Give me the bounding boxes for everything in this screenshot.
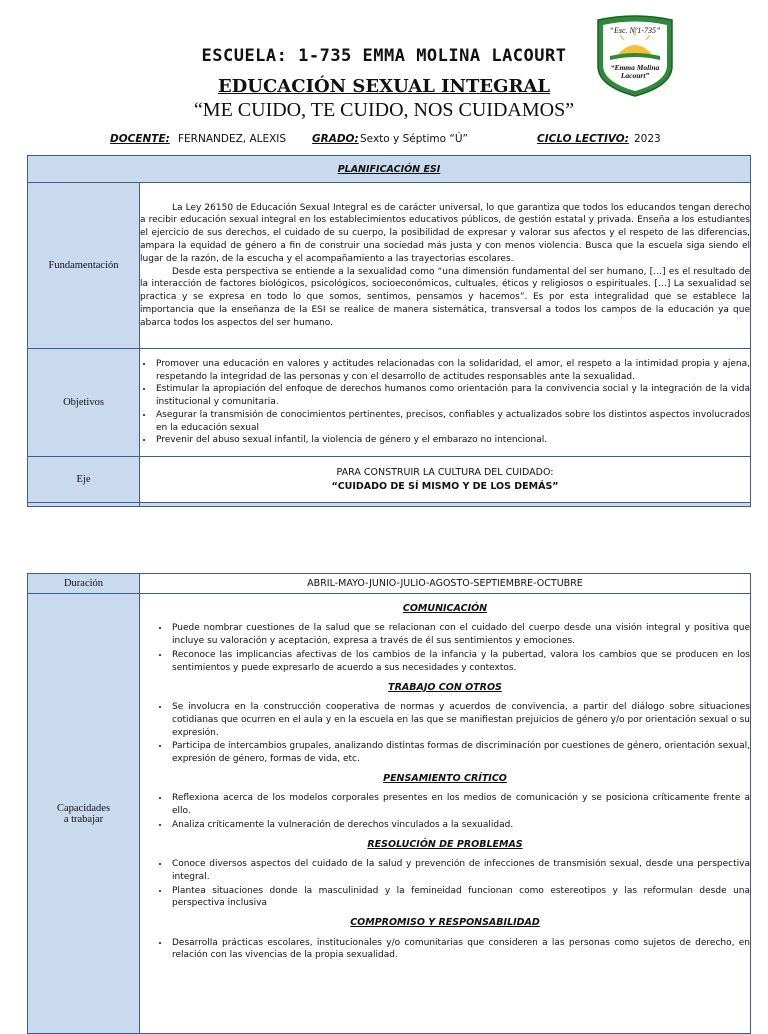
capacidades-label-line: Capacidades [56,802,111,814]
shield-logo-icon [592,14,678,98]
section-title: TRABAJO CON OTROS [388,681,502,693]
eje-motto: “CUIDADO DE SÍ MISMO Y DE LOS DEMÁS” [331,480,559,492]
docente-label: DOCENTE: [110,133,170,145]
planning-banner: PLANIFICACIÓN ESI [28,156,751,183]
objetivos-row [28,349,751,457]
list-item: • Reflexiona acerca de los modelos corporales presentes en los medios de comunicación y se posiciona críticamente frente a ello. [170,792,750,818]
capacidades-row [28,594,751,1034]
ciclo-label: CICLO LECTIVO: [537,133,629,145]
planning-table [27,155,751,507]
objetivos-content [140,349,751,457]
section-list [140,792,750,831]
list-item: • Reconoce las implicancias afectivas de los cambios de la infancia y la pubertad, valora los cambios que se producen en los sentimientos y puede expresarlo de acuerdo a sus necesidades y contextos. [170,649,750,675]
section-list [140,622,750,674]
fundamentacion-paragraph: Desde esta perspectiva se entiende a la sexualidad como “una dimensión fundamental del ser humano, […] es el resultado de la interacción de factores biológicos, psicológicos, socioeconómicos, cultuales, éticos y religiosos o espirituales. […] La sexualidad se practica y se expresa en todo lo que somos, sentimos, pensamos y hacemos”. Es por esta integralidad que se establece la importancia que la enseñanza de la ESI se realice de manera sistemática, transversal a todos los campos de la educación ya que abarca todos los aspectos del ser humano. [140,266,750,328]
section-title: COMPROMISO Y RESPONSABILIDAD [350,917,540,929]
subject-title: EDUCACIÓN SEXUAL INTEGRAL [217,76,551,97]
list-item: • Puede nombrar cuestiones de la salud que se relacionan con el cuidado del cuerpo desde una visión integral y positiva que incluye su valoración y aceptación, expresa a través de él sus sentimientos y emociones. [170,622,750,648]
ciclo-value: 2023 [634,133,661,145]
list-item: • Desarrolla prácticas escolares, institucionales y/o comunitarias que consideren a las personas como sujetos de derecho, en relación con las vivencias de la propia sexualidad. [170,937,750,963]
duracion-label: Duración [28,574,140,594]
fundamentacion-content [140,183,751,349]
section-list [140,937,750,963]
eje-line: PARA CONSTRUIR LA CULTURA DEL CUIDADO: [336,467,554,479]
capacidades-table [27,573,751,1034]
school-logo [592,14,678,98]
svg-text:“Esc. Nº1-735”: “Esc. Nº1-735” [609,26,661,35]
list-item: • Conoce diversos aspectos del cuidado de la salud y prevención de infecciones de transmisión sexual, desde una perspectiva integral. [170,858,750,884]
list-item: • Prevenir del abuso sexual infantil, la violencia de género y el embarazo no intencional. [154,434,750,447]
fundamentacion-row [28,183,751,349]
list-item: • Asegurar la transmisión de conocimientos pertinentes, precisos, confiables y actualizados sobre los distintos aspectos involucrados en la educación sexual [154,409,750,435]
eje-row [28,457,751,503]
docente-value: FERNANDEZ, ALEXIS [178,133,287,145]
section-title: PENSAMIENTO CRÍTICO [383,772,507,784]
section-title: COMUNICACIÓN [402,603,488,614]
svg-text:Lacourt”: Lacourt” [620,71,650,80]
capacidades-label-line: a trabajar [63,813,104,825]
table-footer-row [28,503,751,507]
list-item: • Promover una educación en valores y actitudes relacionadas con la solidaridad, el amor, el respeto a la intimidad propia y ajena, respetando la integridad de las personas y con el desarrollo de actitudes responsables ante la sexualidad. [154,358,750,384]
objetivos-label: Objetivos [28,349,140,457]
eje-content [140,457,751,503]
grado-value: Sexto y Séptimo “Ú” [360,133,468,145]
eje-label: Eje [28,457,140,503]
duracion-row [28,574,751,594]
objetivos-list [140,358,750,447]
list-item: • Se involucra en la construcción cooperativa de normas y acuerdos de convivencia, a partir del diálogo sobre situaciones cotidianas que ocurren en el aula y en la escuela en las que se manifiestan prejuicios de género y/o por orientación sexual o su expresión. [170,701,750,739]
list-item: • Estimular la apropiación del enfoque de derechos humanos como orientación para la convivencia social y la integración de la vida institucional y comunitaria. [154,383,750,409]
fundamentacion-paragraph: La Ley 26150 de Educación Sexual Integral es de carácter universal, lo que garantiza que todos los educandos tengan derecho a recibir educación sexual integral en los establecimientos educativos públicos, de gestión estatal y privada. Enseña a los estudiantes el ejercicio de sus derechos, el cuidado de su cuerpo, la posibilidad de expresar y valorar sus afectos y el respeto de las diferencias, ampara la equidad de género a fin de construir una sociedad más justa y con menos violencia. Busca que la escuela siga siendo el lugar de la razón, de la escucha y el acompañamiento a las trayectorias escolares. [140,202,750,264]
section-list [140,858,750,910]
grado-label: GRADO: [312,133,359,145]
svg-text:“Emma Molina: “Emma Molina [610,63,660,72]
section-list [140,701,750,766]
motto: “ME CUIDO, TE CUIDO, NOS CUIDAMOS” [193,99,575,121]
duracion-value: ABRIL-MAYO-JUNIO-JULIO-AGOSTO-SEPTIEMBRE-OCTUBRE [140,574,751,594]
list-item: • Plantea situaciones donde la masculinidad y la femineidad funcionan como estereotipos y las reformulan desde una perspectiva inclusiva [170,885,750,911]
capacidades-content [140,594,751,1034]
school-name: ESCUELA: 1-735 EMMA MOLINA LACOURT [201,46,567,66]
list-item: • Participa de intercambios grupales, analizando distintas formas de discriminación por cuestiones de género, orientación sexual, expresión de género, formas de vida, etc. [170,740,750,766]
section-title: RESOLUCIÓN DE PROBLEMAS [367,838,523,850]
capacidades-label [28,594,140,1034]
list-item: • Analiza críticamente la vulneración de derechos vinculados a la sexualidad. [170,819,750,832]
document-header [0,0,768,150]
fundamentacion-label: Fundamentación [28,183,140,349]
